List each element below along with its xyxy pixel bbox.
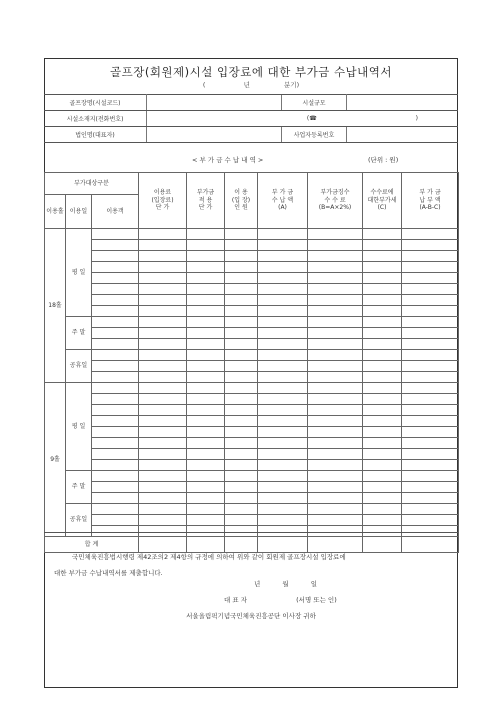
table-row <box>45 394 459 405</box>
table-cell[interactable] <box>402 394 459 405</box>
table-cell[interactable] <box>187 471 225 482</box>
table-cell[interactable] <box>139 273 187 284</box>
table-cell[interactable] <box>258 372 308 383</box>
table-cell[interactable] <box>225 416 258 427</box>
table-cell[interactable] <box>402 372 459 383</box>
period-open: ( <box>202 81 206 89</box>
table-cell[interactable] <box>363 229 402 240</box>
table-cell[interactable] <box>225 262 258 273</box>
table-cell[interactable] <box>187 394 225 405</box>
addressee: 서울올림픽기념국민체육진흥공단 이사장 귀하 <box>186 612 316 620</box>
table-cell[interactable] <box>139 229 187 240</box>
table-cell[interactable] <box>225 449 258 460</box>
table-row <box>45 350 459 361</box>
holes-cell: 18홀 <box>45 229 66 383</box>
golf-name-label: 골프장명(시설코드) <box>44 95 147 111</box>
table-cell[interactable] <box>92 471 139 482</box>
table-cell[interactable] <box>139 372 187 383</box>
day-type-cell: 평 일 <box>66 383 92 471</box>
table-cell[interactable] <box>187 251 225 262</box>
table-cell[interactable] <box>402 405 459 416</box>
table-row <box>45 295 459 306</box>
day-type-cell: 주 말 <box>66 317 92 350</box>
table-cell[interactable] <box>225 504 258 515</box>
section-title: < 부 가 금 수 납 내 역 > <box>192 156 264 164</box>
table-cell[interactable] <box>225 427 258 438</box>
levy-table <box>44 172 459 229</box>
table-cell[interactable] <box>187 361 225 372</box>
table-row <box>45 372 459 383</box>
facility-scale-label: 시설규모 <box>282 95 347 111</box>
table-cell[interactable] <box>187 328 225 339</box>
table-cell[interactable] <box>363 416 402 427</box>
table-cell[interactable] <box>225 350 258 361</box>
table-cell[interactable] <box>225 482 258 493</box>
seal-label: (서명 또는 인) <box>296 596 337 604</box>
location-label: 시설소재지(전화번호) <box>44 111 147 127</box>
table-cell[interactable] <box>308 339 363 350</box>
table-cell[interactable] <box>363 449 402 460</box>
table-cell[interactable] <box>308 504 363 515</box>
category-group-header: 부가대상구분 <box>45 173 139 195</box>
table-cell[interactable] <box>363 361 402 372</box>
day-type-cell: 평 일 <box>66 229 92 317</box>
table-cell[interactable] <box>92 405 139 416</box>
table-cell[interactable] <box>258 361 308 372</box>
table-cell[interactable] <box>402 482 459 493</box>
table-cell[interactable] <box>225 295 258 306</box>
table-cell[interactable] <box>258 471 308 482</box>
table-cell[interactable] <box>139 460 187 471</box>
table-cell[interactable] <box>402 273 459 284</box>
table-cell[interactable] <box>402 515 459 526</box>
table-cell[interactable] <box>363 394 402 405</box>
users-count-header: 이 용 (입 장) 인 원 <box>225 173 258 229</box>
table-cell[interactable] <box>92 306 139 317</box>
table-cell[interactable] <box>139 262 187 273</box>
table-row <box>45 504 459 515</box>
table-cell[interactable] <box>402 438 459 449</box>
table-cell[interactable] <box>402 306 459 317</box>
holes-header: 이용홀 <box>45 195 66 229</box>
table-cell[interactable] <box>308 284 363 295</box>
table-cell[interactable] <box>225 493 258 504</box>
table-cell[interactable] <box>308 306 363 317</box>
table-row <box>45 328 459 339</box>
table-cell[interactable] <box>308 515 363 526</box>
table-cell[interactable] <box>308 240 363 251</box>
table-cell[interactable] <box>92 460 139 471</box>
table-cell[interactable] <box>187 515 225 526</box>
table-cell[interactable] <box>258 460 308 471</box>
table-cell[interactable] <box>187 350 225 361</box>
table-cell[interactable] <box>258 251 308 262</box>
table-cell[interactable] <box>139 251 187 262</box>
table-cell[interactable] <box>363 405 402 416</box>
bizno-label: 사업자등록번호 <box>282 127 347 143</box>
table-cell[interactable] <box>363 306 402 317</box>
table-cell[interactable] <box>363 262 402 273</box>
table-cell[interactable] <box>187 449 225 460</box>
table-cell[interactable] <box>225 405 258 416</box>
table-cell[interactable] <box>402 449 459 460</box>
table-cell[interactable] <box>187 317 225 328</box>
table-cell[interactable] <box>308 328 363 339</box>
table-cell[interactable] <box>308 273 363 284</box>
commission-header: 부가금징수 수 수 료 (B=A×2%) <box>308 173 363 229</box>
table-cell[interactable] <box>308 416 363 427</box>
table-cell[interactable] <box>187 339 225 350</box>
table-cell[interactable] <box>258 240 308 251</box>
table-cell[interactable] <box>225 328 258 339</box>
table-row <box>45 361 459 372</box>
table-cell[interactable] <box>258 405 308 416</box>
form-period <box>44 80 458 89</box>
table-cell[interactable] <box>139 482 187 493</box>
table-cell[interactable] <box>225 240 258 251</box>
table-cell[interactable] <box>92 438 139 449</box>
table-cell[interactable] <box>258 262 308 273</box>
table-cell[interactable] <box>139 493 187 504</box>
table-cell[interactable] <box>402 350 459 361</box>
table-cell[interactable] <box>258 284 308 295</box>
table-cell[interactable] <box>258 339 308 350</box>
table-cell[interactable] <box>225 317 258 328</box>
table-cell[interactable] <box>363 471 402 482</box>
fee-unit-header: 이용료 (입장료) 단 가 <box>139 173 187 229</box>
info-table <box>44 94 458 143</box>
table-cell[interactable] <box>225 515 258 526</box>
table-cell[interactable] <box>187 306 225 317</box>
levy-unit-header: 부가금 적 용 단 가 <box>187 173 225 229</box>
table-cell[interactable] <box>363 240 402 251</box>
table-cell[interactable] <box>402 383 459 394</box>
table-cell[interactable] <box>92 295 139 306</box>
table-cell[interactable] <box>258 229 308 240</box>
table-row <box>45 438 459 449</box>
corp-label: 법인명(대표자) <box>44 127 147 143</box>
table-row <box>45 240 459 251</box>
table-cell[interactable] <box>363 460 402 471</box>
table-cell[interactable] <box>363 273 402 284</box>
table-cell[interactable] <box>225 229 258 240</box>
table-cell[interactable] <box>139 394 187 405</box>
table-row <box>45 229 459 240</box>
collected-header: 부 가 금 수 납 액 (A) <box>258 173 308 229</box>
table-cell[interactable] <box>139 449 187 460</box>
table-cell[interactable] <box>258 482 308 493</box>
table-cell[interactable] <box>187 295 225 306</box>
bizno-field[interactable] <box>347 127 459 143</box>
table-cell[interactable] <box>363 284 402 295</box>
table-cell[interactable] <box>92 350 139 361</box>
signature-line <box>224 595 337 604</box>
table-cell[interactable] <box>139 361 187 372</box>
table-cell[interactable] <box>402 361 459 372</box>
table-row <box>45 460 459 471</box>
table-cell[interactable] <box>187 405 225 416</box>
table-row <box>45 317 459 328</box>
table-cell[interactable] <box>225 284 258 295</box>
table-cell[interactable] <box>92 273 139 284</box>
table-cell[interactable] <box>258 350 308 361</box>
table-cell[interactable] <box>402 339 459 350</box>
table-cell[interactable] <box>139 339 187 350</box>
table-cell[interactable] <box>308 251 363 262</box>
payable-header: 부 가 금 납 부 액 (A-B-C) <box>402 173 459 229</box>
table-cell[interactable] <box>363 515 402 526</box>
table-cell[interactable] <box>139 405 187 416</box>
table-cell[interactable] <box>258 295 308 306</box>
table-cell[interactable] <box>363 350 402 361</box>
overpay-header: 수수료에 대한부가세 (C) <box>363 173 402 229</box>
table-cell[interactable] <box>363 295 402 306</box>
table-cell[interactable] <box>139 240 187 251</box>
table-row <box>45 482 459 493</box>
table-cell[interactable] <box>187 372 225 383</box>
table-cell[interactable] <box>258 273 308 284</box>
table-cell[interactable] <box>308 361 363 372</box>
table-row <box>45 515 459 526</box>
table-cell[interactable] <box>225 361 258 372</box>
table-cell[interactable] <box>139 284 187 295</box>
table-cell[interactable] <box>258 306 308 317</box>
table-row <box>45 284 459 295</box>
table-cell[interactable] <box>92 284 139 295</box>
declaration-section <box>44 532 458 688</box>
table-cell[interactable] <box>308 229 363 240</box>
table-cell[interactable] <box>92 262 139 273</box>
table-cell[interactable] <box>225 372 258 383</box>
table-cell[interactable] <box>187 493 225 504</box>
table-cell[interactable] <box>308 471 363 482</box>
table-cell[interactable] <box>402 427 459 438</box>
table-cell[interactable] <box>258 328 308 339</box>
table-cell[interactable] <box>308 427 363 438</box>
table-cell[interactable] <box>225 273 258 284</box>
table-cell[interactable] <box>187 460 225 471</box>
table-cell[interactable] <box>308 350 363 361</box>
table-cell[interactable] <box>258 394 308 405</box>
table-cell[interactable] <box>139 438 187 449</box>
levy-table-body <box>44 228 459 553</box>
table-cell[interactable] <box>402 328 459 339</box>
table-row <box>45 262 459 273</box>
declaration-text <box>54 549 446 581</box>
table-cell[interactable] <box>92 372 139 383</box>
corp-field[interactable] <box>147 127 282 143</box>
table-cell[interactable] <box>258 383 308 394</box>
table-cell[interactable] <box>402 460 459 471</box>
table-cell[interactable] <box>225 394 258 405</box>
table-cell[interactable] <box>139 504 187 515</box>
table-cell[interactable] <box>258 493 308 504</box>
table-cell[interactable] <box>258 438 308 449</box>
submission-date: 년 월 일 <box>254 580 317 588</box>
table-cell[interactable] <box>363 493 402 504</box>
table-row <box>45 251 459 262</box>
table-cell[interactable] <box>92 482 139 493</box>
table-cell[interactable] <box>363 438 402 449</box>
day-type-header: 이용일 <box>66 195 92 229</box>
table-cell[interactable] <box>92 251 139 262</box>
table-cell[interactable] <box>363 317 402 328</box>
table-cell[interactable] <box>363 383 402 394</box>
table-cell[interactable] <box>92 240 139 251</box>
total-label: 합 계 <box>45 537 139 553</box>
table-cell[interactable] <box>402 284 459 295</box>
location-field[interactable] <box>147 111 459 127</box>
table-cell[interactable] <box>363 504 402 515</box>
table-cell[interactable] <box>308 438 363 449</box>
table-cell[interactable] <box>258 427 308 438</box>
table-cell[interactable] <box>139 471 187 482</box>
table-cell[interactable] <box>225 460 258 471</box>
table-cell[interactable] <box>308 449 363 460</box>
table-cell[interactable] <box>92 317 139 328</box>
table-cell[interactable] <box>258 317 308 328</box>
table-cell[interactable] <box>308 295 363 306</box>
table-cell[interactable] <box>92 449 139 460</box>
table-row <box>45 405 459 416</box>
table-cell[interactable] <box>402 504 459 515</box>
phone-close: ) <box>415 115 418 122</box>
table-cell[interactable] <box>308 394 363 405</box>
table-cell[interactable] <box>139 416 187 427</box>
golf-name-field[interactable] <box>147 95 282 111</box>
table-row <box>45 471 459 482</box>
table-cell[interactable] <box>308 372 363 383</box>
table-cell[interactable] <box>258 449 308 460</box>
table-cell[interactable] <box>187 504 225 515</box>
table-cell[interactable] <box>402 262 459 273</box>
table-cell[interactable] <box>187 427 225 438</box>
table-row <box>45 383 459 394</box>
table-cell[interactable] <box>402 295 459 306</box>
table-cell[interactable] <box>258 515 308 526</box>
table-cell[interactable] <box>187 383 225 394</box>
day-type-cell: 공휴일 <box>66 350 92 383</box>
table-cell[interactable] <box>92 427 139 438</box>
form-title: 골프장(회원제)시설 입장료에 대한 부가금 수납내역서 <box>110 65 392 79</box>
table-cell[interactable] <box>225 438 258 449</box>
table-cell[interactable] <box>92 416 139 427</box>
table-cell[interactable] <box>92 394 139 405</box>
table-cell[interactable] <box>225 471 258 482</box>
table-row <box>45 273 459 284</box>
table-cell[interactable] <box>139 295 187 306</box>
table-cell[interactable] <box>258 416 308 427</box>
table-cell[interactable] <box>92 515 139 526</box>
table-cell[interactable] <box>139 306 187 317</box>
table-cell[interactable] <box>308 493 363 504</box>
table-cell[interactable] <box>92 339 139 350</box>
table-cell[interactable] <box>363 328 402 339</box>
declaration-line-1: 국민체육진흥법시행령 제42조의2 제4항의 규정에 의하여 위와 같이 회원제 골프장시설 입장료에 <box>72 553 346 561</box>
table-cell[interactable] <box>402 229 459 240</box>
table-cell[interactable] <box>139 328 187 339</box>
table-cell[interactable] <box>139 350 187 361</box>
table-row <box>45 493 459 504</box>
table-cell[interactable] <box>225 339 258 350</box>
table-cell[interactable] <box>363 251 402 262</box>
table-cell[interactable] <box>92 493 139 504</box>
table-cell[interactable] <box>308 460 363 471</box>
table-row <box>45 339 459 350</box>
table-cell[interactable] <box>225 306 258 317</box>
table-cell[interactable] <box>187 438 225 449</box>
table-row <box>45 416 459 427</box>
table-cell[interactable] <box>402 471 459 482</box>
period-year: 년 <box>243 81 250 89</box>
unit-label: (단위 : 원) <box>368 156 399 164</box>
day-type-cell: 주 말 <box>66 471 92 504</box>
table-cell[interactable] <box>187 416 225 427</box>
table-cell[interactable] <box>308 482 363 493</box>
table-cell[interactable] <box>187 284 225 295</box>
table-cell[interactable] <box>363 339 402 350</box>
holes-cell: 9홀 <box>45 383 66 537</box>
table-cell[interactable] <box>225 251 258 262</box>
table-cell[interactable] <box>139 427 187 438</box>
table-row <box>45 427 459 438</box>
user-header: 이용객 <box>92 195 139 229</box>
table-cell[interactable] <box>187 262 225 273</box>
table-cell[interactable] <box>402 493 459 504</box>
table-row <box>45 306 459 317</box>
table-cell[interactable] <box>139 383 187 394</box>
table-cell[interactable] <box>258 504 308 515</box>
table-cell[interactable] <box>402 317 459 328</box>
table-cell[interactable] <box>187 240 225 251</box>
table-cell[interactable] <box>139 515 187 526</box>
table-cell[interactable] <box>187 273 225 284</box>
table-cell[interactable] <box>363 372 402 383</box>
table-cell[interactable] <box>308 317 363 328</box>
table-cell[interactable] <box>225 383 258 394</box>
table-cell[interactable] <box>92 229 139 240</box>
table-cell[interactable] <box>92 504 139 515</box>
table-cell[interactable] <box>187 482 225 493</box>
table-cell[interactable] <box>308 383 363 394</box>
day-type-cell: 공휴일 <box>66 504 92 537</box>
table-cell[interactable] <box>402 240 459 251</box>
table-cell[interactable] <box>402 251 459 262</box>
table-cell[interactable] <box>92 361 139 372</box>
table-cell[interactable] <box>402 416 459 427</box>
phone-open: (☎ <box>306 115 317 122</box>
table-cell[interactable] <box>92 328 139 339</box>
table-cell[interactable] <box>187 229 225 240</box>
declaration-line-2: 대한 부가금 수납내역서를 제출합니다. <box>54 569 163 577</box>
table-cell[interactable] <box>308 405 363 416</box>
table-row <box>45 449 459 460</box>
facility-scale-field[interactable] <box>347 95 459 111</box>
table-cell[interactable] <box>139 317 187 328</box>
table-cell[interactable] <box>363 482 402 493</box>
table-cell[interactable] <box>92 383 139 394</box>
period-quarter: 분기) <box>284 81 300 89</box>
rep-label: 대 표 자 <box>224 596 247 604</box>
table-cell[interactable] <box>308 262 363 273</box>
table-cell[interactable] <box>363 427 402 438</box>
